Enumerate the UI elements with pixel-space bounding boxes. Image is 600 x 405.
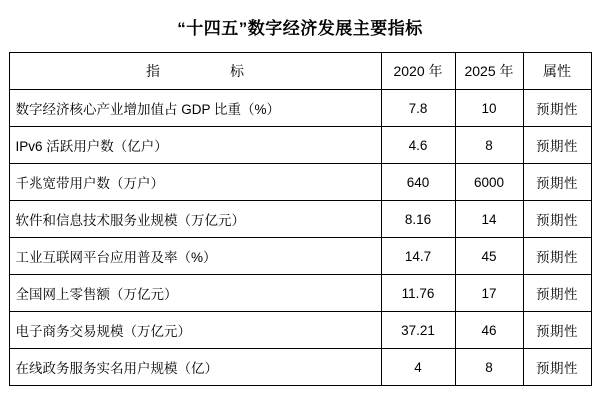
column-header-2025: 2025 年 (455, 53, 523, 90)
cell-value-2020: 7.8 (381, 90, 455, 127)
cell-attribute: 预期性 (523, 90, 591, 127)
cell-indicator-name: 软件和信息技术服务业规模（万亿元） (9, 201, 381, 238)
cell-value-2020: 8.16 (381, 201, 455, 238)
cell-indicator-name: 数字经济核心产业增加值占 GDP 比重（%） (9, 90, 381, 127)
cell-attribute: 预期性 (523, 127, 591, 164)
indicators-table (9, 52, 592, 386)
table-row (9, 312, 591, 349)
cell-attribute: 预期性 (523, 238, 591, 275)
table-row (9, 164, 591, 201)
cell-value-2025: 17 (455, 275, 523, 312)
cell-value-2020: 640 (381, 164, 455, 201)
cell-value-2020: 14.7 (381, 238, 455, 275)
cell-value-2025: 45 (455, 238, 523, 275)
cell-value-2025: 14 (455, 201, 523, 238)
table-row (9, 349, 591, 386)
column-header-indicator: 指 标 (9, 53, 381, 90)
cell-indicator-name: 千兆宽带用户数（万户） (9, 164, 381, 201)
cell-attribute: 预期性 (523, 349, 591, 386)
cell-indicator-name: 全国网上零售额（万亿元） (9, 275, 381, 312)
cell-value-2020: 11.76 (381, 275, 455, 312)
cell-attribute: 预期性 (523, 201, 591, 238)
cell-indicator-name: IPv6 活跃用户数（亿户） (9, 127, 381, 164)
cell-value-2025: 10 (455, 90, 523, 127)
table-row (9, 275, 591, 312)
cell-attribute: 预期性 (523, 164, 591, 201)
cell-indicator-name: 工业互联网平台应用普及率（%） (9, 238, 381, 275)
table-row (9, 201, 591, 238)
table-row (9, 90, 591, 127)
table-header (9, 53, 591, 90)
table-header-row (9, 53, 591, 90)
table-row (9, 127, 591, 164)
cell-indicator-name: 电子商务交易规模（万亿元） (9, 312, 381, 349)
table-body (9, 90, 591, 386)
cell-value-2020: 4 (381, 349, 455, 386)
column-header-attribute: 属性 (523, 53, 591, 90)
table-row (9, 238, 591, 275)
cell-value-2025: 8 (455, 349, 523, 386)
cell-value-2020: 4.6 (381, 127, 455, 164)
column-header-2020: 2020 年 (381, 53, 455, 90)
cell-value-2025: 6000 (455, 164, 523, 201)
cell-indicator-name: 在线政务服务实名用户规模（亿） (9, 349, 381, 386)
cell-attribute: 预期性 (523, 275, 591, 312)
cell-value-2020: 37.21 (381, 312, 455, 349)
cell-value-2025: 8 (455, 127, 523, 164)
cell-attribute: 预期性 (523, 312, 591, 349)
page-title: “十四五”数字经济发展主要指标 (177, 19, 423, 38)
cell-value-2025: 46 (455, 312, 523, 349)
